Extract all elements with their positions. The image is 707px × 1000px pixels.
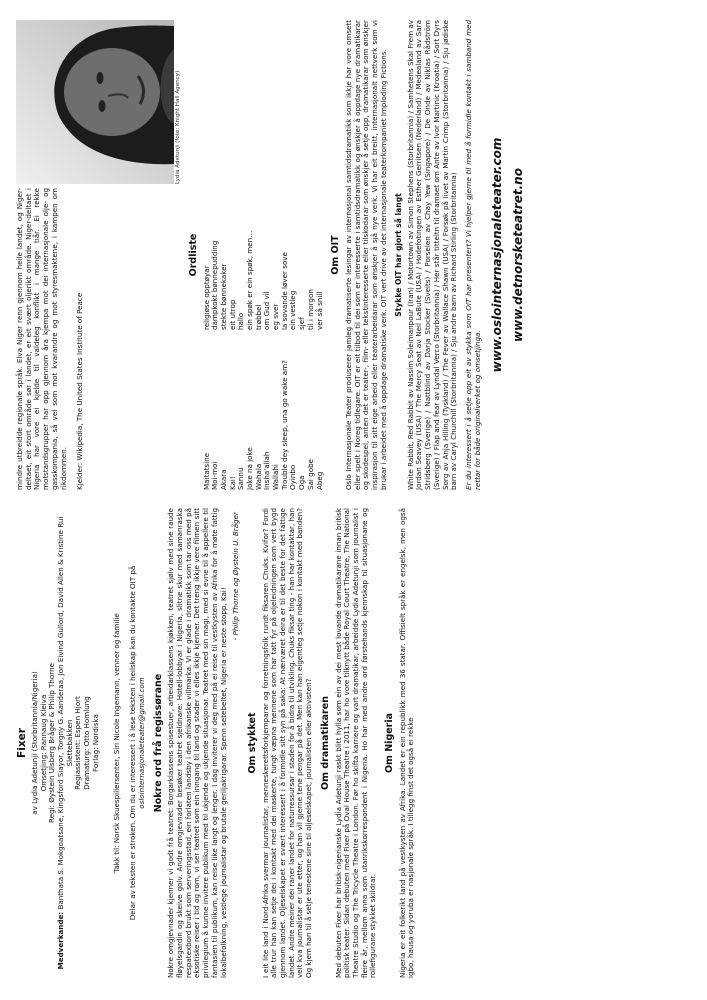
glossary-term: Sai gobe [305, 459, 315, 490]
nigeria-continued-text: mindre utbreidde regionale språk. Elva Niger renn gjennom heile landet, og Niger-deltaet, eit stort område sør i landet, er eit svært oljerikt område. Niger-deltaet i Nigeria har vore ei kjelde til valdeleg konflikt i mange tiår. Ei rekke motstandsgrupper har opp gjennom åra kjempa mot dei internasjonale olje- og gasskompania, så vel som mot kvarandre og mot styresmaktene, i kampen om rikdommen. [15, 188, 68, 490]
glossary-def: ein vestleg [288, 290, 298, 330]
cast-credit [57, 508, 74, 978]
directors-section-title: Nokre ord frå regissørane [152, 673, 164, 813]
left-column [16, 508, 420, 978]
glossary-definitions [203, 130, 325, 330]
theatre-website-link[interactable]: www.detnorsketeatret.no [511, 168, 525, 342]
nigeria-section-body: Nigeria er eit folkerikt land på vestkysten av Afrika. Landet er ein republikk med 36 statar. Offisielt språk er engelsk, men også igbo, hausa og yoruba er nasjonale språk. I tillegg finst det også ei rekke [397, 508, 416, 978]
glossary-def: til i morgon [305, 289, 315, 330]
translation-credit: Omsetjing: Rannaug Kleiva [38, 694, 48, 792]
directors-signature: - Philip Thorne og Øystein U. Bråger [231, 512, 241, 641]
glossary-term: Insha'allah [262, 451, 272, 490]
glossary-term: Moi-moi [210, 461, 220, 490]
playwright-section-body: Med debuten Fixer har britisk-nigerianske Lydia Adetunji raskt blitt hylla som ein av dei mest lovande dramatikarane innan britisk politisk teater. Sidan debuten med Fixer på Oval House Theatre i 2011, har ho vore tilknytt både Royal Court Theatre, The National Theatre Studio og The Tricycle Theatre i London. Før ho skifta karriere og vart dramatikar, arbeidde Lydia Adetunji som journalist i fleire år, mellom anna som utanrikskorrespondent i Nigeria. Ho har med andre ord førstehands kjennskap til situasjonane og rollefigurane stykket skildrar. [333, 508, 378, 978]
glossary-terms [203, 330, 325, 490]
glossary-term: Oyinbo [288, 464, 298, 490]
glossary-def: eit utrop [227, 299, 237, 330]
thanks-note: Takk til: Norsk Skuespillersenter, Siri Nicole Ingemann, venner og familie [111, 613, 121, 873]
glossary-term: Joke na joke [245, 447, 255, 490]
photo-caption: Lydia Adetunji (foto: Knight Hall Agency) [175, 70, 181, 184]
plays-list-title: Stykke OIT har gjort så langt [394, 193, 404, 317]
publisher-credit: Forlag: Nordiska [90, 714, 100, 772]
glossary-def: ein spøk er ein spøk, men… [245, 230, 255, 330]
nigeria-section-title: Om Nigeria [384, 712, 396, 774]
sources-line: Kjelder: Wikipedia, The United States Institute of Peace [75, 292, 85, 490]
glossary-def: eg sver [271, 303, 281, 330]
contact-email[interactable]: oslointernasjonaleteater@gmail.com [136, 677, 146, 809]
abridged-text: Delar av teksten er stroken. Om du er interessert i å lese teksten i heilskap kan du kontakte OIT på [128, 565, 138, 921]
glossary-term: Akara [218, 469, 228, 490]
right-column [16, 20, 526, 490]
glossary-term: Trouble dey sleep, una go wake am? [279, 360, 289, 490]
plays-list: White Rabbit, Red Rabbit av Nassim Soleimanpour (Iran) / Motortown av Simon Stephens (Storbritannia) / Samhetens Skal Frem av Jordan Seavey (USA) / The Mercy Seat av Neil LaBute (USA) / Hodefotingen av Esther Gerritsen (Nederland) / Medealand av Sara Stridsberg (Sverige) / Nattblind av Darja Stocker (Sveits) / Porselen av Chay Yew (Singapore) / De Onde av Niklas Rådström (Sverige) / Flap and fear av Lyndal Verco (Storbritannia) / Her står titteltn til dramaet om Ante av Ivor Martinic (Kroatia) / Sort Dyrs Sorg av Anja Hilling (Tyskland) / The Fever av Wallace Shawn (USA) / Forsøk på livet av Martin Crimp (Storbritannia) / Sju jødiske barn av Caryl Churchill (Storbritannia) / Sju andre barn av Richard Stirling (Storbritannia) [405, 20, 459, 490]
director-credit: Regi: Øystein Ulsberg Bråger & Philip Thorne [47, 663, 57, 823]
cast-names: Banthata S. Mokgoatsane, Kingsford Siayor, Torgny G. Aanderaa, Jon Eivind Gullord, David Allen & Kristine Rui Slettebakken [55, 516, 74, 910]
play-section-body: I eit lite land i Nord-Afrika svermar journalistar, menneskerettsforkjemparar og forretningsfolk rundt fiksaren Chuks. Kvifor? Fordi alle trur han kan setje dei i kontakt med dei maskerte, tungt væpna mennene som har tatt fyr på oljeleidningen som vert bygd gjennom landet. Oljeselskapet er svært interessert i å formidle sitt syn på saka: At nærværet deira er til det beste for det fattige landet. Andre meiner dei raner landet for naturressursar i staden for å bidra til utvikling. Chuks fiksar ting - han har kontaktar, han veit kva journalistar er ute etter, og han vil gjerne tene pengar på det. Men kan han eigentleg setje nokon i kontakt med banden? Og kjem han til å setje tenestene sine til oljeselskapet, journalisten eller aktivisten? [260, 508, 314, 978]
glossary-def: la sovande løver sove [279, 252, 289, 330]
dramaturg-credit: Dramaturg: Otto Homlung [82, 696, 92, 790]
abridged-note [129, 508, 146, 978]
play-title: Fixer [16, 728, 28, 758]
assistant-credit: Regiassistent: Espen Hjort [73, 696, 83, 790]
glossary-def: trøbbel [253, 304, 263, 330]
glossary-title: Ordliste [188, 233, 199, 277]
glossary-term: Sannu [236, 467, 246, 490]
playwright-photo [16, 20, 174, 184]
glossary-term: Kai! [227, 476, 237, 490]
glossary [203, 20, 325, 490]
glossary-def: om Gud vil [262, 291, 272, 330]
cast-label: Medverkande: [55, 911, 65, 970]
glossary-def: stekte bønnekaker [218, 263, 228, 330]
glossary-def: dampkokt bønnepudding [210, 240, 220, 330]
glossary-term: Oga [297, 475, 307, 490]
oit-section-title: Om OIT [330, 235, 342, 275]
glossary-term: Maitatsine [201, 452, 211, 490]
glossary-term: Wahala [253, 463, 263, 490]
glossary-term: Wallahi [271, 464, 281, 490]
play-section-title: Om stykket [247, 712, 259, 774]
glossary-def: ver så snill [314, 291, 324, 330]
glossary-def: sjef [297, 317, 307, 330]
play-subtitle: av Lydia Adetunji (Storbritannia/Nigeria) [29, 671, 39, 815]
top-block [16, 20, 182, 490]
glossary-def: religiøse opptøyar [201, 265, 211, 330]
rights-contact-note: Er du interessert i å setje opp eit av stykka som OIT har presentert? Vi hjelper gjerne til med å formidle kontakt i samband med rettar for både originalverket og omsetjinga. [463, 20, 482, 490]
directors-section-body: Nokre omgjevnader kjenner vi godt frå teatret: Borgarklassens spisestuer, arbeidarklassens kjøkken, teatret sjølv med sine raude fløyelsgardin og skeive golv. Andre omgjevnader besøker teatret sjeldnare: Hotell-lobbyar i Nigeria, slitne skur med samanraska respatexbord brukt som serveringsstad, ein forlaten landsby i den afrikanske villmarka. Vi er glade i dramatikk som tar oss med på eksotiske reiser i tid og rom, vi ser teatret som ein inngang til land og stader vi elles ikkje kjenner. Det treng ikkje vere filmen sitt privilegium å kunne invitere publikum med til ukjende og ukjende situasjonar. Teatret med sin magi, med si evne til å appellere til fantasien til publikum, kan reise like langt og lenger. I dag inviterer vi deg med på ei reise til vestkysten av Afrika for å møte fattig lokalbefolkning, vestlege journalistar og brutale geriljakrigarar. Spenn setebeltet, Nigeria er neste stopp, Kai! [166, 508, 228, 978]
oit-section-body: Oslo Internasjonale Teater produserer jamleg dramatiserte lesingar av internasjonal samtidsdramatikk som ikkje har vore omsett eller spelt i Noreg tidlegare. OIT er eit tilbod til dei som er interesserte i samtidsdramatikk og ønskjer å oppdage nye dramatikarar og skodespel, anten det er teater-, film- eller tekstinteresserte eller tilskodarar som ønskjer å setje opp, dramatikarar som ønskjer inspirasjon til sitt eige arbeid eller teaterarbeidarar som ønskjer å sjå nye verk. Vi har eit breitt, internasjonalt nettverk som vi brukar i arbeidet med å oppdage dramatiske verk. OIT vert drive av det internasjonale teaterkompaniet Imploding Fictions. [343, 20, 388, 490]
glossary-term: Abeg [314, 471, 324, 490]
glossary-def: hallo [236, 312, 246, 330]
oit-website-link[interactable]: www.oslointernasjonaleteater.com [490, 137, 505, 373]
playwright-section-title: Om dramatikaren [319, 696, 331, 790]
